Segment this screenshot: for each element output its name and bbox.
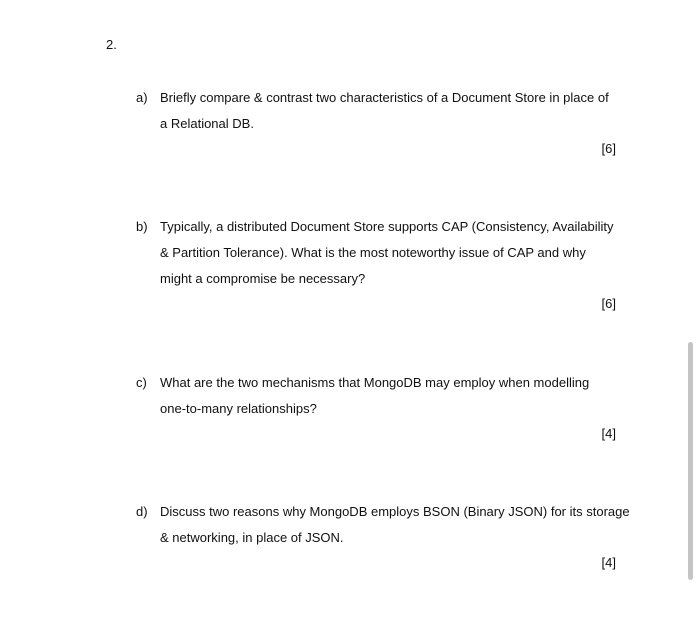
part-text <box>160 370 620 422</box>
part-text <box>160 214 620 292</box>
part-label: a) <box>136 90 148 105</box>
marks-allocation: [6] <box>601 141 616 156</box>
part-label: d) <box>136 504 148 519</box>
part-label: b) <box>136 219 148 234</box>
text-line: & networking, in place of JSON. <box>160 530 344 545</box>
text-line: Briefly compare & contrast two characteristics of a Document Store in place of <box>160 90 609 105</box>
text-line: one-to-many relationships? <box>160 401 317 416</box>
marks-allocation: [6] <box>601 296 616 311</box>
marks-allocation: [4] <box>601 555 616 570</box>
text-line: Typically, a distributed Document Store supports CAP (Consistency, Availability <box>160 219 614 234</box>
question-number: 2. <box>106 37 117 52</box>
part-label: c) <box>136 375 147 390</box>
text-line: What are the two mechanisms that MongoDB may employ when modelling <box>160 375 590 390</box>
text-line: Discuss two reasons why MongoDB employs BSON (Binary JSON) for its storage <box>160 504 630 519</box>
vertical-scrollbar[interactable] <box>688 342 693 580</box>
part-text <box>160 499 630 551</box>
text-line: might a compromise be necessary? <box>160 271 366 286</box>
text-line: & Partition Tolerance). What is the most noteworthy issue of CAP and why <box>160 245 586 260</box>
text-line: a Relational DB. <box>160 116 254 131</box>
part-text <box>160 85 620 137</box>
marks-allocation: [4] <box>601 426 616 441</box>
